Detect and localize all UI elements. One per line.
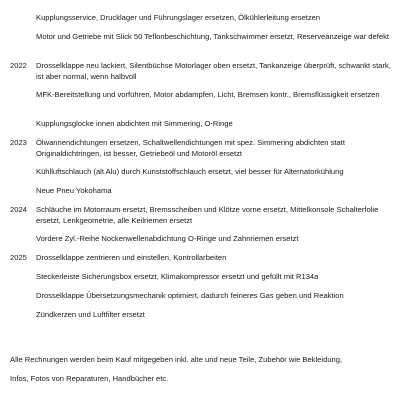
footer-note-line-2: Infos, Fotos von Reparaturen, Handbücher etc. — [10, 374, 169, 383]
service-entry: Kupplungsservice, Drucklager und Führungslager ersetzen, Ölkühlerleitung ersetzen — [36, 13, 321, 22]
service-entry: Kupplungsglocke innen abdichten mit Simmering, O-Ringe — [36, 119, 233, 128]
service-entry: Kühlluftschlauch (alt Alu) durch Kunststoffschlauch ersetzt, viel besser für Alternatorkühlung — [36, 167, 344, 176]
service-entry: Vordere Zyl.-Reihe Nockenwellenabdichtung O-Ringe und Zahnriemen ersetzt — [36, 234, 299, 243]
service-entry: Neue Pneu Yokohama — [36, 186, 112, 195]
year-label: 2023 — [10, 138, 27, 147]
service-entry: Motor und Getriebe mit Slick 50 Teflonbeschichtung, Tankschwimmer ersetzt, Reserveanzeige war defekt — [36, 32, 389, 41]
footer-note-line-1: Alle Rechnungen werden beim Kauf mitgegeben inkl. alte und neue Teile, Zubehör wie Bekleidung, — [10, 355, 343, 364]
service-entry: Ölwannendichtungen ersetzen, Schaltwellendichtungen mit spez. Simmering abdichten statt Originaldichtringen, ist besser, Getriebeöl und Motoröl ersetzt — [36, 138, 345, 158]
service-entry: Schläuche im Motorraum ersetzt, Bremsscheiben und Klötze vorne ersetzt, Mittelkonsole Schalterfolie ersetzt, Lenkgeometrie, alle Keilriemen ersetzt — [36, 205, 379, 225]
year-label: 2025 — [10, 253, 27, 262]
service-entry: Drosselklappe neu lackiert, Silentbüchse Motorlager oben ersetzt, Tankanzeige überprüft, schwankt stark, ist aber normal, wenn halbvoll — [36, 61, 391, 81]
year-label: 2024 — [10, 205, 27, 214]
service-entry: MFK-Bereitstellung und vorführen, Motor abdampfen, Licht, Bremsen kontr., Bremsflüssigkeit ersetzen — [36, 90, 380, 99]
year-label: 2022 — [10, 61, 27, 70]
service-entry: Drosselklappe Übersetzungsmechanik optimiert, dadurch feineres Gas geben und Reaktion — [36, 291, 344, 300]
service-entry: Drosselklappe zentrieren und einstellen, Kontrollarbeiten — [36, 253, 227, 262]
service-entry: Zündkerzen und Luftfilter ersetzt — [36, 310, 145, 319]
service-entry: Steckerleiste Sicherungsbox ersetzt, Klimakompressor ersetzt und gefüllt mit R134a — [36, 272, 319, 281]
